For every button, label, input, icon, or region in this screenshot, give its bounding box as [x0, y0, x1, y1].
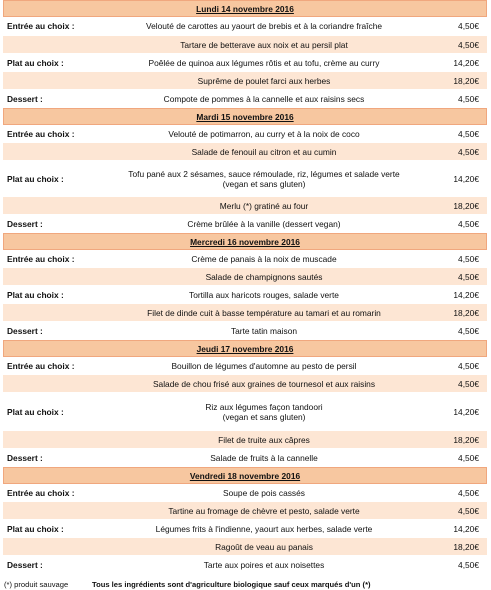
dish-price: 14,20€	[453, 289, 479, 300]
menu-item-row	[3, 215, 487, 233]
dish-description-line: Crème brûlée à la vanille (dessert vegan)	[187, 218, 341, 229]
menu-item-row	[3, 161, 487, 197]
menu-item-row	[3, 431, 487, 449]
menu-item-row	[3, 125, 487, 143]
course-label: Dessert :	[7, 218, 43, 229]
course-label: Dessert :	[7, 325, 43, 336]
dish-description-line: Velouté de carottes au yaourt de brebis et à la coriandre fraîche	[145, 21, 383, 31]
dish-description	[89, 129, 439, 139]
dish-description	[89, 402, 439, 422]
dish-description-line: Filet de dinde cuit à basse température au tamari et au romarin	[147, 307, 381, 318]
dish-description	[89, 169, 439, 189]
day-header: Mercredi 16 novembre 2016	[3, 233, 487, 250]
dish-price: 14,20€	[453, 173, 479, 184]
dish-price: 18,20€	[453, 200, 479, 211]
dish-price: 14,20€	[453, 57, 479, 68]
dish-description-line: Salade de fruits à la cannelle	[210, 452, 318, 463]
day-header: Jeudi 17 novembre 2016	[3, 340, 487, 357]
dish-price: 4,50€	[458, 487, 479, 498]
dish-price: 14,20€	[453, 523, 479, 534]
dish-description-line: Soupe de pois cassés	[223, 487, 305, 498]
dish-description	[89, 560, 439, 570]
dish-description-line: Salade de champignons sautés	[205, 271, 323, 282]
dish-description-line: Salade de chou frisé aux graines de tournesol et aux raisins	[152, 378, 376, 389]
footer	[0, 574, 491, 590]
dish-description-line: Riz aux légumes façon tandoori	[205, 401, 323, 412]
day-header: Vendredi 18 novembre 2016	[3, 467, 487, 484]
dish-description-line: Tortilla aux haricots rouges, salade verte	[189, 289, 339, 300]
dish-description	[89, 219, 439, 229]
course-label: Plat au choix :	[7, 173, 64, 184]
dish-description	[89, 524, 439, 534]
dish-description	[89, 94, 439, 104]
dish-price: 4,50€	[458, 452, 479, 463]
dish-price: 4,50€	[458, 325, 479, 336]
menu-item-row	[3, 556, 487, 574]
dish-description	[89, 254, 439, 264]
course-label: Entrée au choix :	[7, 128, 75, 139]
dish-description	[89, 506, 439, 516]
menu-item-row	[3, 90, 487, 108]
dish-description	[89, 326, 439, 336]
dish-description	[89, 21, 439, 31]
dish-price: 4,50€	[458, 360, 479, 371]
dish-price: 14,20€	[453, 406, 479, 417]
dish-description	[89, 147, 439, 157]
dish-description	[89, 58, 439, 68]
menu-item-row	[3, 449, 487, 467]
dish-description-line: Tartare de betterave aux noix et au persil plat	[180, 39, 348, 50]
dish-description-line: Crème de panais à la noix de muscade	[191, 253, 337, 264]
dish-description	[89, 290, 439, 300]
dish-price: 4,50€	[458, 93, 479, 104]
dish-price: 4,50€	[458, 253, 479, 264]
menu-item-row	[3, 17, 487, 36]
dish-description	[89, 272, 439, 282]
dish-description-line: Suprême de poulet farci aux herbes	[197, 75, 331, 86]
menu-item-row	[3, 375, 487, 393]
dish-description	[89, 361, 439, 371]
menu-item-row	[3, 322, 487, 340]
dish-price: 18,20€	[453, 434, 479, 445]
dish-description-line: Filet de truite aux câpres	[218, 434, 310, 445]
menu-item-row	[3, 36, 487, 54]
course-label: Entrée au choix :	[7, 360, 75, 371]
menu-item-row	[3, 502, 487, 520]
menu-item-row	[3, 304, 487, 322]
menu-item-row	[3, 393, 487, 431]
dish-description-line: Légumes frits à l'indienne, yaourt aux herbes, salade verte	[155, 523, 373, 534]
dish-description-line: Merlu (*) gratiné au four	[219, 200, 309, 211]
dish-price: 18,20€	[453, 541, 479, 552]
course-label: Plat au choix :	[7, 523, 64, 534]
day-header: Lundi 14 novembre 2016	[3, 0, 487, 17]
dish-description-line: Tarte aux poires et aux noisettes	[203, 559, 325, 570]
course-label: Dessert :	[7, 559, 43, 570]
dish-description-line: (vegan et sans gluten)	[222, 178, 306, 189]
course-label: Plat au choix :	[7, 57, 64, 68]
dish-price: 4,50€	[458, 505, 479, 516]
dish-price: 4,50€	[458, 378, 479, 389]
dish-description	[89, 201, 439, 211]
dish-description-line: Ragoût de veau au panais	[215, 541, 313, 552]
dish-price: 4,50€	[458, 39, 479, 50]
course-label: Entrée au choix :	[7, 21, 75, 31]
footnote-wild-product: (*) produit sauvage	[4, 580, 69, 589]
footnote-organic-info: Tous les ingrédients sont d'agriculture biologique sauf ceux marqués d'un (*)	[92, 580, 371, 589]
dish-price: 4,50€	[458, 218, 479, 229]
dish-description	[89, 488, 439, 498]
dish-description-line: Tarte tatin maison	[230, 325, 298, 336]
dish-description	[89, 40, 439, 50]
course-label: Entrée au choix :	[7, 253, 75, 264]
dish-description	[89, 542, 439, 552]
menu-item-row	[3, 484, 487, 502]
menu-item-row	[3, 54, 487, 72]
dish-description-line: Tartine au fromage de chèvre et pesto, salade verte	[168, 505, 360, 516]
course-label: Dessert :	[7, 452, 43, 463]
dish-description-line: Velouté de potimarron, au curry et à la noix de coco	[168, 128, 360, 139]
dish-price: 4,50€	[458, 146, 479, 157]
dish-price: 18,20€	[453, 75, 479, 86]
menu-item-row	[3, 286, 487, 304]
dish-description-line: Tofu pané aux 2 sésames, sauce rémoulade, riz, légumes et salade verte	[128, 168, 400, 179]
menu-item-row	[3, 143, 487, 161]
dish-price: 4,50€	[458, 21, 479, 31]
dish-description	[89, 76, 439, 86]
dish-description-line: (vegan et sans gluten)	[222, 411, 306, 422]
weekly-menu	[3, 0, 487, 574]
menu-item-row	[3, 357, 487, 375]
menu-item-row	[3, 72, 487, 90]
day-header: Mardi 15 novembre 2016	[3, 108, 487, 125]
menu-item-row	[3, 520, 487, 538]
dish-description-line: Bouillon de légumes d'automne au pesto de persil	[171, 360, 357, 371]
menu-item-row	[3, 538, 487, 556]
dish-description-line: Poêlée de quinoa aux légumes rôtis et au tofu, crème au curry	[148, 57, 380, 68]
menu-item-row	[3, 197, 487, 215]
dish-description-line: Salade de fenouil au citron et au cumin	[191, 146, 337, 157]
dish-description	[89, 308, 439, 318]
dish-price: 4,50€	[458, 271, 479, 282]
dish-description	[89, 453, 439, 463]
dish-description-line: Compote de pommes à la cannelle et aux raisins secs	[163, 93, 365, 104]
dish-description	[89, 379, 439, 389]
dish-price: 4,50€	[458, 559, 479, 570]
menu-item-row	[3, 250, 487, 268]
menu-item-row	[3, 268, 487, 286]
course-label: Plat au choix :	[7, 406, 64, 417]
course-label: Entrée au choix :	[7, 487, 75, 498]
dish-description	[89, 435, 439, 445]
dish-price: 18,20€	[453, 307, 479, 318]
dish-price: 4,50€	[458, 128, 479, 139]
course-label: Plat au choix :	[7, 289, 64, 300]
course-label: Dessert :	[7, 93, 43, 104]
